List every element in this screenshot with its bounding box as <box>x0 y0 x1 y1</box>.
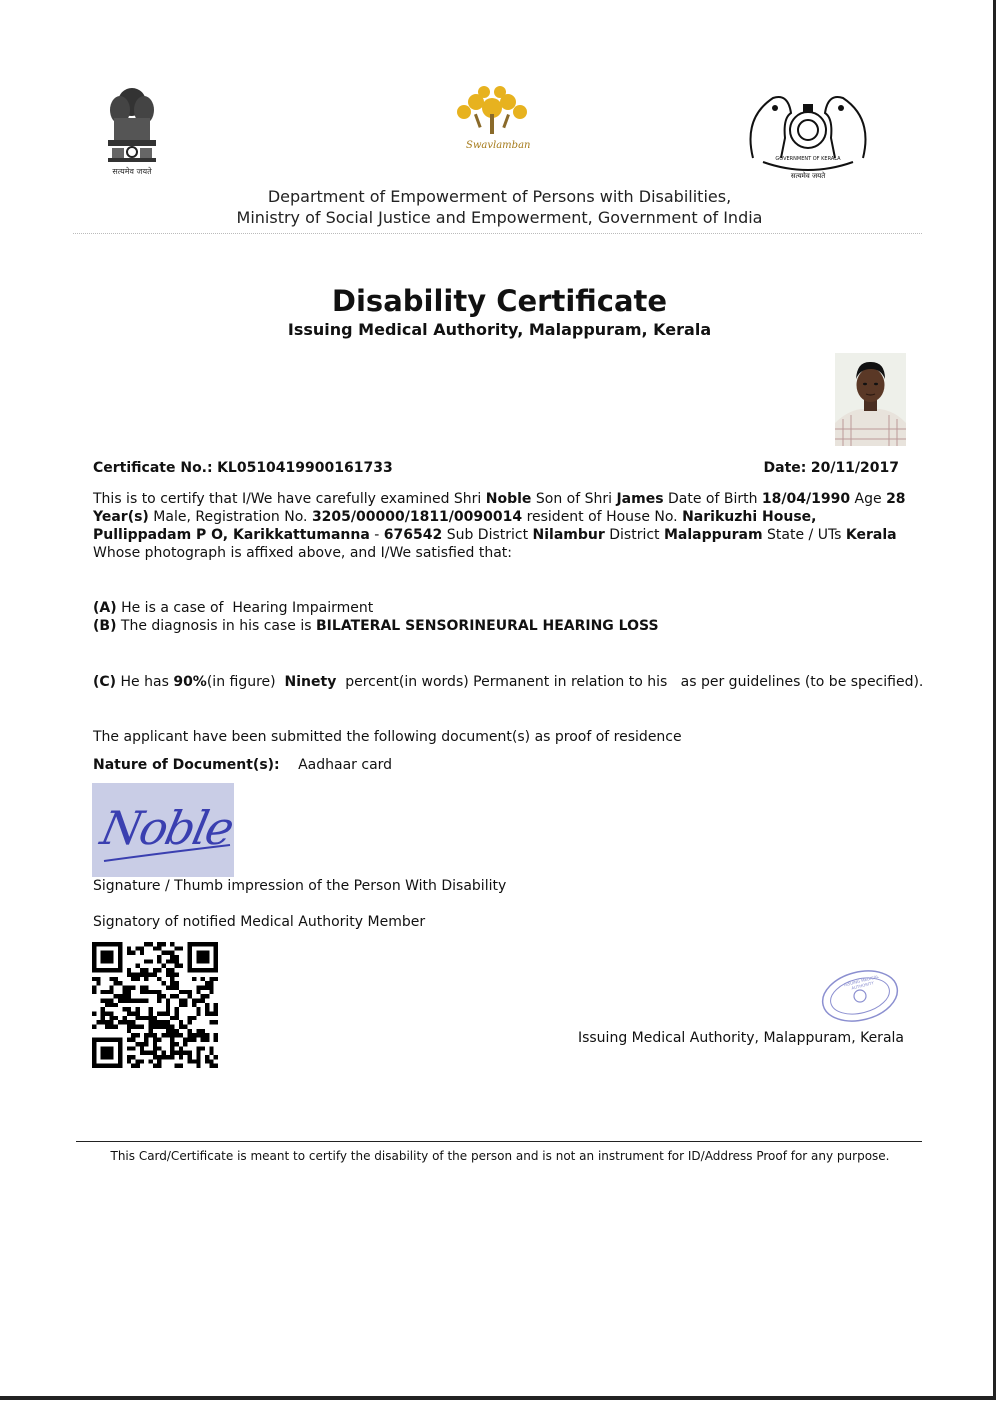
text-segment: District <box>609 527 660 543</box>
qr-code <box>92 942 218 1068</box>
clause-c <box>93 673 923 691</box>
age-unit: Year(s) <box>93 509 149 525</box>
clause-c-text: percent(in words) Permanent in relation to his as per guidelines (to be specified). <box>345 674 924 690</box>
certificate-date-label: Date: <box>763 460 807 476</box>
text-segment: Sub District <box>446 527 529 543</box>
certificate-number-row <box>93 459 393 477</box>
age-value: 28 <box>886 491 906 507</box>
father-name: James <box>616 491 664 507</box>
clause-a-label: (A) <box>93 600 117 616</box>
state: Kerala <box>845 527 897 543</box>
documents-row <box>93 756 392 774</box>
swavlamban-logo <box>446 80 538 160</box>
department-line-1: Department of Empowerment of Persons with Disabilities, <box>267 187 732 206</box>
text-segment: Whose photograph is affixed above, and I/We satisfied that: <box>93 545 513 561</box>
swavlamban-text: Swavlamban <box>466 140 531 151</box>
clause-b <box>93 617 659 635</box>
certificate-subtitle: Issuing Medical Authority, Malappuram, Kerala <box>287 320 712 339</box>
authority-stamp <box>818 968 902 1024</box>
clause-b-text: The diagnosis in his case is <box>120 618 312 634</box>
text-segment: resident of House No. <box>526 509 678 525</box>
certificate-number: KL0510419900161733 <box>217 460 393 476</box>
emblem-motto: सत्यमेव जयते <box>112 167 152 176</box>
certification-paragraph <box>93 490 908 562</box>
registration-number: 3205/00000/1811/0090014 <box>311 509 523 525</box>
handwritten-signature: Noble <box>96 801 238 855</box>
clause-a-text: He is a case of <box>121 600 224 616</box>
authority-stamp-text: ISSUING MEDICAL AUTHORITY <box>843 973 880 991</box>
applicant-photo <box>835 353 906 446</box>
sub-district: Nilambur <box>532 527 605 543</box>
department-line-2: Ministry of Social Justice and Empowerment, Government of India <box>236 208 763 227</box>
address: Narikuzhi House, Pullippadam P O, Karikkattumanna <box>93 509 817 543</box>
clause-b-label: (B) <box>93 618 117 634</box>
kerala-seal-motto: सत्यमेव जयते <box>790 172 826 180</box>
certificate-date: 20/11/2017 <box>810 460 899 476</box>
text-segment: - <box>374 527 380 543</box>
text-segment: State / UTs <box>767 527 842 543</box>
pin-code: 676542 <box>383 527 443 543</box>
district: Malappuram <box>663 527 763 543</box>
certificate-title: Disability Certificate <box>331 284 668 318</box>
kerala-government-seal <box>733 78 883 188</box>
footer-disclaimer: This Card/Certificate is meant to certify the disability of the person and is not an instrument for ID/Address Proof for any purpose. <box>110 1149 890 1163</box>
diagnosis: BILATERAL SENSORINEURAL HEARING LOSS <box>316 618 659 634</box>
disability-percent-figure: 90% <box>173 674 207 690</box>
signature-caption: Signature / Thumb impression of the Person With Disability <box>93 878 507 894</box>
clause-c-text: He has <box>120 674 169 690</box>
text-segment: This is to certify that I/We have carefully examined Shri <box>93 491 482 507</box>
disability-type: Hearing Impairment <box>232 600 374 616</box>
clause-c-text: (in figure) <box>206 674 276 690</box>
text-segment: Date of Birth <box>668 491 758 507</box>
certificate-date-row <box>764 459 899 477</box>
issuing-authority-label: Issuing Medical Authority, Malappuram, Kerala <box>577 1030 904 1046</box>
footer-divider <box>76 1141 922 1142</box>
clause-a <box>93 599 373 617</box>
signature-image <box>92 783 238 877</box>
header-divider <box>73 233 922 234</box>
text-segment: Son of Shri <box>535 491 613 507</box>
text-segment: Age <box>854 491 882 507</box>
certificate-number-label: Certificate No.: <box>93 460 213 476</box>
documents-label: Nature of Document(s): <box>93 757 280 773</box>
documents-value: Aadhaar card <box>298 757 393 773</box>
kerala-seal-label: GOVERNMENT OF KERALA <box>775 156 841 162</box>
person-name: Noble <box>485 491 532 507</box>
signatory-label: Signatory of notified Medical Authority Member <box>93 914 426 930</box>
documents-intro: The applicant have been submitted the following document(s) as proof of residence <box>93 729 682 745</box>
text-segment: Male, Registration No. <box>153 509 308 525</box>
disability-percent-words: Ninety <box>284 674 337 690</box>
clause-c-label: (C) <box>93 674 117 690</box>
emblem-of-india-logo <box>100 80 164 180</box>
date-of-birth: 18/04/1990 <box>761 491 851 507</box>
